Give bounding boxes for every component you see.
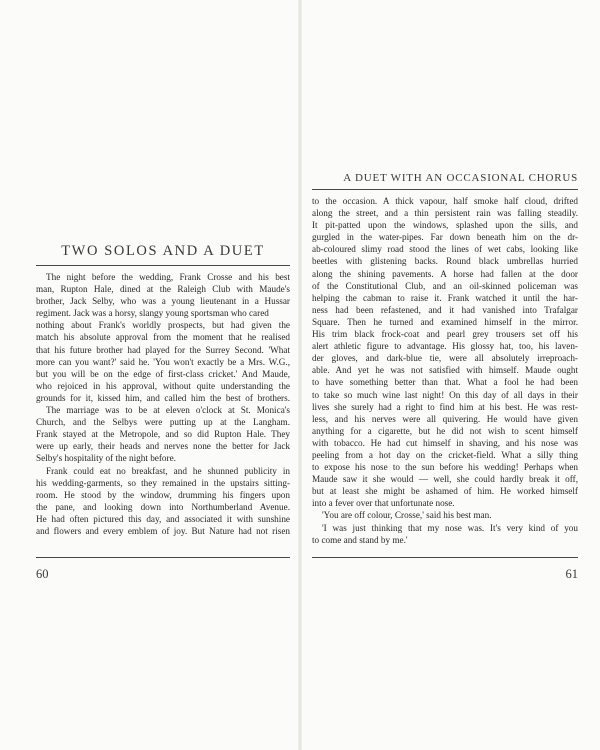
text-line: It pit-patted upon the windows, splashed upon the sills, and [312, 220, 578, 231]
text-line: to expose his nose to the sun before his wedding! Perhaps when [312, 462, 578, 473]
running-head-rule [312, 189, 578, 190]
text-line: anything for a cigarette, but he did not wish to scent himself [312, 425, 578, 436]
text-line: able. And yet he was not satisfied with himself. Maude ought [312, 365, 578, 376]
text-line: Selby's hospitality of the night before. [36, 453, 176, 464]
running-head: A DUET WITH AN OCCASIONAL CHORUS [343, 172, 578, 184]
right-page-body [312, 195, 578, 546]
text-line: 'I was just thinking that my nose was. It's very kind of you [322, 522, 578, 533]
text-line: match his absolute approval from the moment that he realised [36, 332, 290, 343]
text-line: but at least she might be ashamed of him. He worked himself [312, 486, 578, 497]
text-line: of the Constitutional Club, and an oil-skinned policeman was [312, 280, 578, 291]
text-line: peeling from a hot day on the cricket-field. What a silly thing [312, 449, 578, 460]
text-line: Frank could eat no breakfast, and he shunned publicity in [46, 465, 290, 476]
text-line: alert athletic figure to advantage. His glossy hat, too, his laven- [312, 341, 578, 352]
text-line: man, Rupton Hale, dined at the Raleigh Club with Maude's [36, 284, 290, 295]
text-line: nothing about Frank's worldly prospects, but had given the [36, 320, 290, 331]
text-line: that his future brother had played for the Surrey Second. 'What [36, 344, 290, 355]
text-line: were up early, their heads and nerves none the better for Jack [36, 441, 290, 452]
text-line: along the shining pavements. A horse had fallen at the door [312, 268, 578, 279]
text-line: beetles with glistening backs. Round black umbrellas hurried [312, 256, 578, 267]
text-line: gurgled in the water-pipes. Far down beneath him on the dr- [312, 232, 578, 243]
right-page [302, 0, 600, 750]
text-line: regiment. Jack was a horsy, slangy young sportsman who cared [36, 308, 269, 319]
text-line: more can you want?' said he. 'You won't exactly be a Mrs. W.G., [36, 356, 290, 367]
text-line: Church, and the Selbys were putting up at the Langham. [36, 417, 290, 428]
left-page [0, 0, 298, 750]
text-line: Maude saw it she would — well, she could hardly break it off, [312, 474, 578, 485]
text-line: der gloves, and dark-blue tie, were all absolutely irreproach- [312, 353, 578, 364]
text-line: Frank stayed at the Metropole, and so did Rupton Hale. They [36, 429, 290, 440]
left-page-body [36, 271, 290, 537]
text-line: helping the cabman to raise it. Frank watched it until the har- [312, 292, 578, 303]
left-footer-rule [36, 557, 290, 558]
text-line: Square. Then he turned and examined himself in the mirror. [312, 316, 578, 327]
text-line: into a fever over that unfortunate nose. [312, 498, 455, 509]
text-line: to the occasion. A thick vapour, half smoke half cloud, drifted [312, 196, 578, 206]
text-line: He had often pictured this day, and associated it with sunshine [36, 513, 290, 524]
text-line: The night before the wedding, Frank Crosse and his best [46, 272, 290, 282]
chapter-title: TWO SOLOS AND A DUET [61, 243, 265, 259]
text-line: less, and his nerves were all quivering. He would have given [312, 413, 578, 424]
text-line: who rejoiced in his approval, without quite understanding the [36, 380, 290, 391]
text-line: His trim black frock-coat and pearl grey trousers set off his [312, 329, 578, 340]
text-line: 'You are off colour, Crosse,' said his best man. [322, 510, 492, 521]
text-line: to have something better than that. What a fool he had been [312, 377, 578, 388]
text-line: the pane, and looking down into Northumberland Avenue. [36, 501, 290, 512]
right-footer-rule [312, 557, 578, 558]
text-line: with tobacco. He had cut himself in shaving, and his nose was [312, 437, 578, 448]
text-line: along the street, and a thin persistent rain was falling steadily. [312, 208, 578, 219]
text-line: to take so much wine last night! On this day of all days in their [312, 389, 578, 400]
text-line: grounds for it, kissed him, and called him the best of brothers. [36, 392, 290, 403]
chapter-title-rule [36, 265, 290, 266]
text-line: his wedding-garments, so they remained in the upstairs sitting- [36, 477, 290, 488]
text-line: ab-coloured slimy road stood the lines of wet cabs, looking like [312, 244, 578, 255]
right-page-number: 61 [565, 567, 578, 581]
left-page-number: 60 [36, 567, 49, 581]
text-line: room. He stood by the window, drumming his fingers upon [36, 489, 290, 500]
text-line: The marriage was to be at eleven o'clock at St. Monica's [46, 405, 290, 416]
text-line: and flowers and every emblem of joy. But Nature had not risen [36, 525, 290, 536]
text-line: but you will be on the edge of first-class cricket.' And Maude, [36, 368, 290, 379]
text-line: brother, Jack Selby, who was a young lieutenant in a Hussar [36, 296, 290, 307]
text-line: to come and stand by me.' [312, 534, 408, 545]
text-line: lives she surely had a right to find him at his best. He was rest- [312, 401, 578, 412]
text-line: ness had been refastened, and it had vanished into Trafalgar [312, 304, 578, 315]
